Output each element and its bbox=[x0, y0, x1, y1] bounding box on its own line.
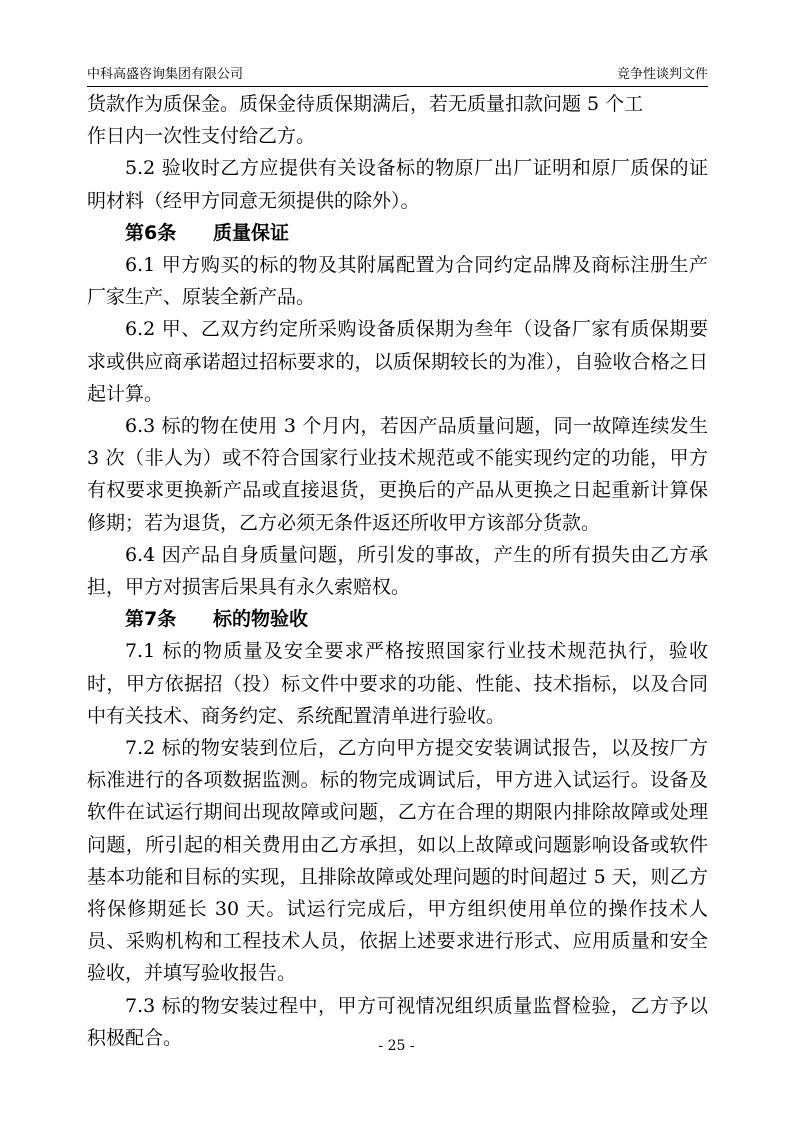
paragraph-continuation-line2: 作日内一次性支付给乙方。 bbox=[87, 125, 316, 148]
paragraph-7-3: 7.3 标的物安装过程中，甲方可视情况组织质量监督检验，乙方予以积极配合。 bbox=[87, 994, 708, 1049]
section-7-number: 第7条 bbox=[125, 608, 177, 631]
paragraph-5-2: 5.2 验收时乙方应提供有关设备标的物原厂出厂证明和原厂质保的证明材料（经甲方同意无须提供的除外）。 bbox=[87, 157, 708, 212]
paragraph-6-2: 6.2 甲、乙双方约定所采购设备质保期为叁年（设备厂家有质保期要求或供应商承诺超过招标要求的，以质保期较长的为准），自验收合格之日起计算。 bbox=[87, 318, 708, 405]
section-6-number: 第6条 bbox=[125, 221, 177, 244]
paragraph-7-1: 7.1 标的物质量及安全要求严格按照国家行业技术规范执行，验收时，甲方依据招（投）标文件中要求的功能、性能、技术指标，以及合同中有关技术、商务约定、系统配置清单进行验收。 bbox=[87, 640, 708, 727]
paragraph-6-4: 6.4 因产品自身质量问题，所引发的事故，产生的所有损失由乙方承担，甲方对损害后果具有永久索赔权。 bbox=[87, 543, 708, 599]
section-heading-6 bbox=[87, 217, 708, 249]
paragraph-6-1: 6.1 甲方购买的标的物及其附属配置为合同约定品牌及商标注册生产厂家生产、原装全新产品。 bbox=[87, 254, 708, 309]
section-6-title: 质量保证 bbox=[213, 221, 290, 244]
page-number: - 25 - bbox=[378, 1038, 415, 1054]
document-body bbox=[87, 88, 708, 1054]
paragraph-6-3: 6.3 标的物在使用 3 个月内，若因产品质量问题，同一故障连续发生 3 次（非人为）或不符合国家行业技术规范或不能实现约定的功能，甲方有权要求更换新产品或直接退货，更换后的产品从更换之日起重新计算保修期；若为退货，乙方必须无条件返还所收甲方该部分货款。 bbox=[87, 415, 708, 534]
paragraph-continuation-line1: 货款作为质保金。质保金待质保期满后，若无质量扣款问题 5 个工 bbox=[87, 93, 644, 115]
section-7-title: 标的物验收 bbox=[213, 608, 309, 631]
section-heading-7 bbox=[87, 603, 708, 635]
page-header bbox=[87, 64, 708, 87]
header-company-name: 中科高盛咨询集团有限公司 bbox=[87, 67, 244, 82]
paragraph-7-2: 7.2 标的物安装到位后，乙方向甲方提交安装调试报告，以及按厂方标准进行的各项数据监测。标的物完成调试后，甲方进入试运行。设备及软件在试运行期间出现故障或问题，乙方在合理的期限内排除故障或处理问题，所引起的相关费用由乙方承担，如以上故障或问题影响设备或软件基本功能和目标的实现，且排除故障或处理问题的时间超过 5 天，则乙方将保修期延长 30 天。试运行完成后，甲方组织使用单位的操作技术人员、采购机构和工程技术人员，依据上述要求进行形式、应用质量和安全验收，并填写验收报告。 bbox=[87, 737, 708, 985]
header-document-title: 竞争性谈判文件 bbox=[616, 67, 708, 82]
